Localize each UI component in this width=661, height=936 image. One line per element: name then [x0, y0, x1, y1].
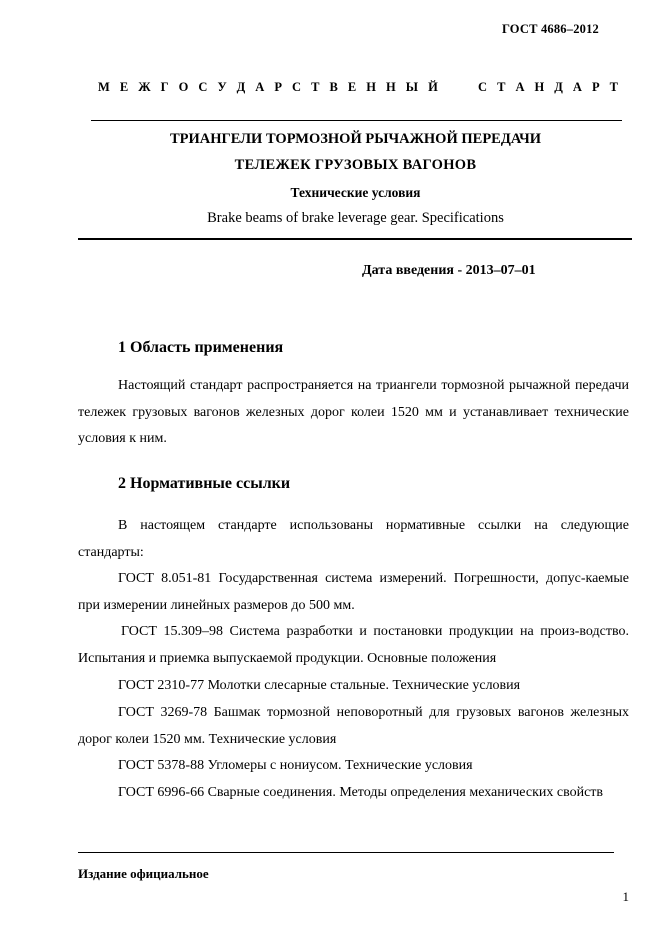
banner-letter: Н	[385, 80, 396, 94]
section-2-intro: В настоящем стандарте использованы нормативные ссылки на следующие стандарты:	[78, 518, 629, 560]
title-rule	[78, 238, 632, 240]
title-subtitle: Технические условия	[290, 185, 421, 200]
introduction-date: Дата введения - 2013–07–01	[362, 263, 536, 278]
banner-letter: А	[572, 80, 582, 94]
reference-item: ГОСТ 3269-78 Башмак тормозной неповоротный для грузовых вагонов железных дорог колеи 1520 мм. Технические условия	[78, 705, 629, 747]
reference-item: ГОСТ 6996-66 Сварные соединения. Методы определения механических свойств	[118, 785, 604, 800]
reference-item: ГОСТ 5378-88 Угломеры с нониусом. Технические условия	[118, 758, 473, 773]
banner-letter: Е	[347, 80, 357, 94]
banner-letter: Т	[497, 80, 506, 94]
document-code: ГОСТ 4686–2012	[501, 22, 599, 36]
banner-letter: М	[98, 80, 110, 94]
banner-letter: Е	[119, 80, 129, 94]
standard-word	[478, 80, 618, 95]
banner-letter: Т	[609, 80, 618, 94]
banner-letter: С	[198, 80, 208, 94]
page-number: 1	[622, 889, 629, 904]
banner-letter: С	[292, 80, 302, 94]
banner-letter: Ж	[138, 80, 151, 94]
banner-letter: Д	[236, 80, 246, 94]
reference-item: ГОСТ 2310-77 Молотки слесарные стальные. Технические условия	[118, 678, 521, 693]
banner-letter: Н	[534, 80, 545, 94]
banner-letter: Д	[554, 80, 563, 94]
banner-letter: В	[329, 80, 338, 94]
reference-item: ГОСТ 8.051-81 Государственная система измерений. Погрешности, допус-каемые при измерении линейных размеров до 500 мм.	[78, 571, 629, 613]
section-2-heading: 2 Нормативные ссылки	[118, 475, 291, 492]
banner-letter: Т	[311, 80, 320, 94]
title-line-1: ТРИАНГЕЛИ ТОРМОЗНОЙ РЫЧАЖНОЙ ПЕРЕДАЧИ	[169, 131, 542, 147]
banner-letter: А	[255, 80, 265, 94]
reference-item: ГОСТ 15.309–98 Система разработки и постановки продукции на произ-водство. Испытания и приемка выпускаемой продукции. Основные положения	[78, 624, 629, 666]
title-english: Brake beams of brake leverage gear. Specifications	[207, 210, 504, 226]
banner-letter: А	[515, 80, 525, 94]
interstate-word	[98, 80, 438, 95]
banner-letter: Р	[274, 80, 282, 94]
official-edition-label: Издание официальное	[78, 866, 209, 881]
banner-letter: Ы	[405, 80, 419, 94]
banner-letter: Р	[591, 80, 600, 94]
banner-letter: Н	[366, 80, 376, 94]
section-1-paragraph: Настоящий стандарт распространяется на триангели тормозной рычажной передачи тележек грузовых вагонов железных дорог колеи 1520 мм и устанавливает технические условия к ним.	[78, 378, 629, 446]
section-1-heading: 1 Область применения	[118, 339, 284, 356]
banner-letter: У	[217, 80, 227, 94]
interstate-standard-banner	[98, 80, 618, 95]
banner-letter: Г	[160, 80, 169, 94]
title-line-2: ТЕЛЕЖЕК ГРУЗОВЫХ ВАГОНОВ	[234, 157, 477, 173]
header-rule	[91, 120, 622, 121]
banner-letter: С	[478, 80, 488, 94]
footer-rule	[78, 852, 614, 853]
banner-letter: Й	[428, 80, 438, 94]
banner-letter: О	[178, 80, 189, 94]
